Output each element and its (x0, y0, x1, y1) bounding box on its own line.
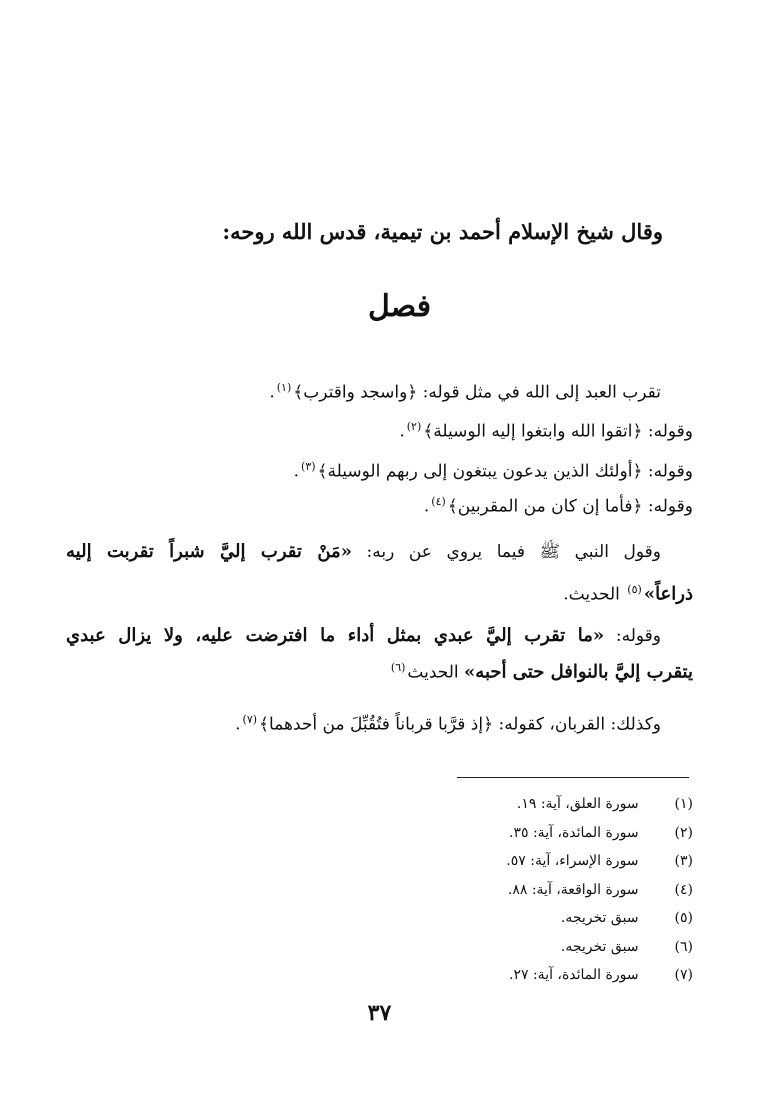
hadith-line (66, 652, 693, 689)
hadith-quote: «ما تقرب إليَّ عبدي بمثل أداء ما افترضت عليه، ولا يزال عبدي (66, 625, 605, 646)
period: . (235, 714, 241, 735)
footnote-separator (457, 777, 689, 778)
footnote-ref: (٦) (390, 661, 406, 674)
page-number: ٣٧ (367, 1000, 392, 1026)
footnote-number: (١) (674, 796, 693, 812)
footnote-item (373, 790, 693, 819)
period: . (423, 496, 430, 517)
footnote-text: سورة المائدة، آية: ٣٥. (509, 824, 639, 841)
section-title: فصل (367, 289, 432, 324)
footnote-number: (٦) (674, 938, 693, 955)
paragraph-line (66, 372, 661, 409)
verse-text: تقرب العبد إلى الله في مثل قوله: ﴿واسجد واقترب﴾ (293, 382, 661, 403)
verse-text: وقوله: ﴿اتقوا الله وابتغوا إليه الوسيلة﴾ (423, 421, 693, 442)
footnote-number: (٥) (674, 910, 693, 926)
paragraph-line (66, 411, 693, 448)
hadith-quote: يتقرب إليَّ بالنوافل حتى أحبه» (464, 661, 693, 683)
hadith-quote: «مَنْ تقرب إليَّ شبراً تقربت إليه (66, 541, 352, 562)
footnote-ref: (٣) (301, 460, 316, 473)
footnote-ref: (٢) (406, 420, 422, 433)
verse-text: وقوله: ﴿فأما إن كان من المقربين﴾ (447, 496, 693, 517)
hadith-tail: الحديث. (563, 584, 620, 605)
footnote-text: سورة العلق، آية: ١٩. (516, 796, 639, 812)
footnote-text: سورة المائدة، آية: ٢٧. (509, 967, 639, 983)
footnote-number: (٣) (674, 853, 693, 869)
hadith-tail: الحديث (407, 662, 459, 683)
footnote-number: (٧) (674, 967, 693, 983)
verse-text: وقوله: ﴿أولئك الذين يدعون يبتغون إلى ربهم الوسيلة﴾ (317, 461, 693, 482)
footnote-item (373, 876, 693, 905)
footnote-ref: (٤) (431, 495, 446, 508)
footnote-number: (٢) (674, 824, 693, 841)
footnote-ref: (٧) (242, 713, 258, 726)
hadith-intro: وقوله: (604, 626, 662, 646)
footnote-number: (٤) (674, 881, 693, 898)
footnote-text: سورة الواقعة، آية: ٨٨. (507, 881, 639, 898)
period: . (399, 421, 405, 442)
footnote-item (373, 933, 693, 962)
period: . (293, 461, 300, 482)
footnote-item (373, 819, 693, 848)
footnote-item (373, 961, 693, 990)
footnote-text: سبق تخريجه. (560, 938, 639, 955)
hadith-line (66, 536, 661, 568)
page-heading: وقال شيخ الإسلام أحمد بن تيمية، قدس الله روحه: (222, 219, 663, 244)
footnote-ref: (١) (276, 381, 292, 394)
hadith-intro: وقول النبي ﷺ فيما يروي عن ربه: (351, 542, 661, 562)
hadith-line (66, 620, 661, 652)
footnotes (373, 790, 693, 990)
hadith-quote: ذراعاً» (643, 583, 693, 605)
verse-text: وكذلك: القربان، كقوله: ﴿إذ قرَّبا قرباناً فتُقُبِّلَ من أحدهما﴾ (259, 714, 661, 735)
hadith-line (66, 574, 693, 611)
footnote-item (373, 847, 693, 876)
paragraph-line (66, 486, 693, 523)
paragraph-line (66, 451, 693, 488)
footnote-ref: (٥) (627, 583, 642, 596)
footnote-item (373, 904, 693, 933)
footnote-text: سورة الإسراء، آية: ٥٧. (506, 853, 639, 869)
footnote-text: سبق تخريجه. (560, 910, 639, 926)
paragraph-line (66, 704, 661, 741)
period: . (269, 382, 275, 403)
